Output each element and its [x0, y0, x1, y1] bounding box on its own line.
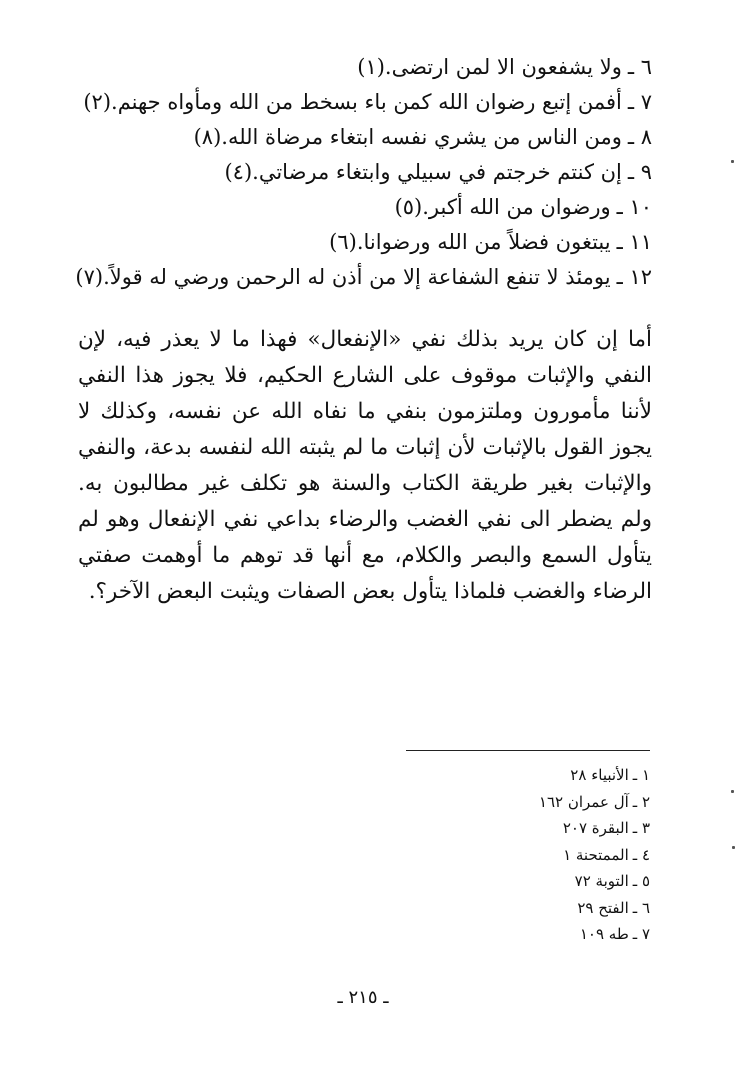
verse-number: ١٢ ـ [616, 265, 652, 289]
verse-reference: (٦) [329, 230, 357, 254]
verse-reference: (٤) [224, 160, 253, 184]
verse-item [52, 225, 652, 260]
verse-item [52, 260, 652, 295]
verse-text: ولا يشفعون الا لمن ارتضى. [384, 55, 622, 79]
verse-item [52, 155, 652, 190]
footnote-number: ٣ ـ [632, 819, 650, 837]
footnote-list [390, 762, 650, 948]
scan-speck [731, 790, 734, 793]
verse-reference: (٥) [394, 195, 423, 219]
verse-text: أفمن إتبع رضوان الله كمن باء بسخط من الله ومأواه جهنم. [111, 90, 622, 114]
footnote-number: ٧ ـ [632, 925, 650, 943]
footnote-item [390, 789, 650, 816]
footnote-number: ٦ ـ [632, 898, 650, 917]
verse-number: ١٠ ـ [616, 195, 652, 219]
scan-speck [732, 846, 735, 849]
footnote-text: الفتح ٢٩ [577, 898, 629, 917]
footnote-text: الأنبياء ٢٨ [570, 766, 629, 784]
verse-reference: (١) [357, 55, 385, 79]
footnote-number: ١ ـ [632, 766, 650, 784]
verse-reference: (٢) [83, 90, 112, 114]
verse-text: ومن الناس من يشري نفسه ابتغاء مرضاة الله. [221, 125, 622, 149]
footnote-number: ٢ ـ [632, 792, 650, 811]
verse-reference: (٨) [193, 125, 222, 149]
page-number: ـ ٢١٥ ـ [337, 987, 389, 1008]
footnote-text: البقرة ٢٠٧ [562, 819, 629, 837]
verse-reference: (٧) [75, 265, 104, 289]
verse-number: ٩ ـ [627, 160, 652, 184]
footnote-item [390, 921, 650, 948]
verse-item [52, 120, 652, 155]
verse-number: ١١ ـ [616, 230, 652, 254]
verse-item [52, 50, 652, 85]
footnote-item [390, 842, 650, 869]
footnote-divider [406, 750, 650, 751]
verse-item [52, 85, 652, 120]
verse-number: ٨ ـ [627, 125, 652, 149]
body-paragraph: أما إن كان يريد بذلك نفي «الإنفعال» فهذا ما لا يعذر فيه، لإن النفي والإثبات موقوف على الشارع الحكيم، فلا يجوز هذا النفي لأننا مأمورون وملتزمون بنفي ما نفاه الله عن نفسه، وكذلك لا يجوز القول بالإثبات لأن إثبات ما لم يثبته الله لنفسه بدعة، والنفي والإثبات بغير طريقة الكتاب والسنة هو تكلف غير مطالبون به. ولم يضطر الى نفي الغضب والرضاء بداعي نفي الإنفعال وهو لم يتأول السمع والبصر والكلام، مع أنها قد توهم ما أوهمت صفتي الرضاء والغضب فلماذا يتأول بعض الصفات ويثبت البعض الآخر؟. [78, 327, 652, 604]
footnote-text: طه ١٠٩ [579, 925, 629, 943]
verse-item [52, 190, 652, 225]
footnote-text: الممتحنة ١ [563, 845, 629, 864]
verse-list [52, 50, 652, 295]
verse-number: ٦ ـ [627, 55, 652, 79]
footnote-number: ٥ ـ [632, 872, 650, 890]
verse-text: ورضوان من الله أكبر. [422, 195, 611, 219]
footnote-text: التوبة ٧٢ [574, 872, 629, 890]
scan-speck [731, 160, 734, 163]
footnote-item [390, 895, 650, 922]
verse-text: إن كنتم خرجتم في سبيلي وابتغاء مرضاتي. [252, 160, 622, 184]
verse-text: يومئذ لا تنفع الشفاعة إلا من أذن له الرحمن ورضي له قولاً. [103, 265, 611, 289]
footnote-number: ٤ ـ [632, 845, 650, 864]
footnote-item [390, 868, 650, 895]
footnote-item [390, 815, 650, 842]
footnote-item [390, 762, 650, 789]
footnote-text: آل عمران ١٦٢ [538, 792, 629, 811]
verse-number: ٧ ـ [627, 90, 652, 114]
verse-text: يبتغون فضلاً من الله ورضوانا. [356, 230, 611, 254]
